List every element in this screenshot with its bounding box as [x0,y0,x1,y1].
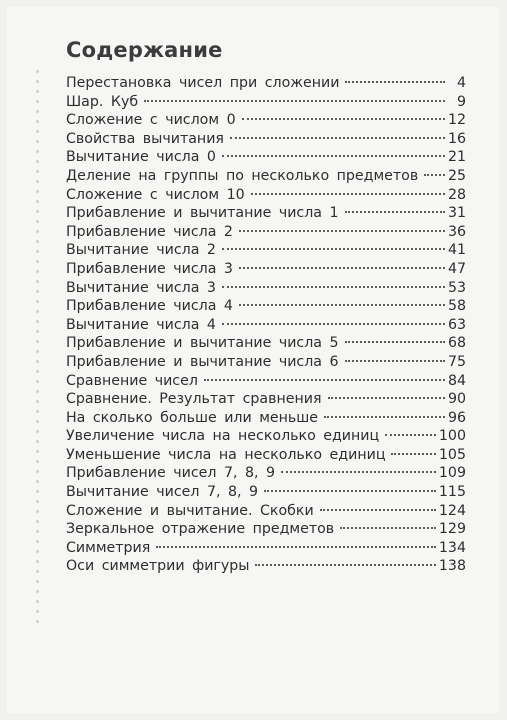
toc-entry-page: 115 [438,484,466,501]
binding-dot [36,70,39,73]
toc-entry-title: Шар. Куб [66,93,139,110]
toc-entry-title: Оси симметрии фигуры [66,558,250,575]
toc-entry-page: 138 [438,558,466,575]
toc-entry-title: Сравнение. Результат сравнения [66,391,322,408]
binding-dot [36,520,39,523]
toc-entry [66,297,466,316]
binding-dot [36,290,39,293]
toc-entry-title: Вычитание числа 4 [66,316,216,333]
binding-dot [36,410,39,413]
binding-dot [36,90,39,93]
toc-entry-title: На сколько больше или меньше [66,409,318,426]
binding-dot [36,110,39,113]
toc-entry-title: Уменьшение числа на несколько единиц [66,446,386,463]
toc-entry-page: 63 [447,316,466,333]
toc-entry [66,502,466,521]
dot-leader [345,341,445,343]
binding-dot [36,390,39,393]
binding-dot [36,210,39,213]
dot-leader [255,564,435,566]
binding-dot [36,310,39,313]
binding-dot [36,610,39,613]
toc-entry-title: Сложение с числом 0 [66,112,236,129]
binding-dot [36,80,39,83]
toc-entry [66,334,466,353]
toc-entry [66,409,466,428]
toc-entry-page: 134 [438,539,466,556]
binding-dot [36,620,39,623]
toc-entry-title: Симметрия [66,539,151,556]
toc-entry [66,446,466,465]
binding-dot [36,530,39,533]
toc-entry-title: Вычитание числа 3 [66,279,216,296]
toc-entry-page: 53 [447,279,466,296]
toc-entry-page: 96 [447,409,466,426]
dot-leader [239,230,445,232]
toc-entry-page: 28 [447,186,466,203]
binding-dot [36,600,39,603]
toc-entry [66,148,466,167]
toc-entry-page: 105 [438,446,466,463]
dot-leader [239,267,445,269]
binding-dot [36,150,39,153]
toc-entry-page: 12 [447,112,466,129]
toc-entry-page: 90 [447,391,466,408]
toc-entry-title: Сложение с числом 10 [66,186,245,203]
toc-entry [66,279,466,298]
toc-entry [66,372,466,391]
binding-dot [36,450,39,453]
binding-dot [36,250,39,253]
binding-dot [36,230,39,233]
toc-entry [66,483,466,502]
toc-entry [66,353,466,372]
toc-entry [66,241,466,260]
dot-leader [204,379,445,381]
toc-entry-title: Прибавление числа 2 [66,223,233,240]
toc-entry-page: 41 [447,242,466,259]
binding-dot [36,240,39,243]
toc-entry-title: Деление на группы по несколько предметов [66,167,419,184]
binding-dot [36,550,39,553]
toc-entry-page: 109 [438,465,466,482]
binding-dot [36,370,39,373]
binding-dot [36,260,39,263]
toc-entry [66,167,466,186]
dot-leader [242,118,445,120]
binding-dot [36,170,39,173]
toc-entry-title: Прибавление чисел 7, 8, 9 [66,465,276,482]
binding-dot [36,470,39,473]
toc-entry-title: Вычитание числа 2 [66,242,216,259]
binding-dot [36,360,39,363]
toc-entry-title: Вычитание чисел 7, 8, 9 [66,484,259,501]
toc-entry-title: Прибавление и вычитание числа 1 [66,205,339,222]
toc-entry-page: 124 [438,502,466,519]
binding-dot [36,420,39,423]
binding-dot [36,330,39,333]
toc-entry [66,204,466,223]
toc-entry [66,223,466,242]
dot-leader [281,471,436,473]
binding-dots [34,70,40,690]
toc-entry-title: Прибавление и вычитание числа 5 [66,335,339,352]
binding-dot [36,220,39,223]
table-of-contents [66,74,466,576]
dot-leader [345,211,445,213]
binding-dot [36,130,39,133]
dot-leader [156,546,436,548]
binding-dot [36,480,39,483]
toc-entry [66,316,466,335]
toc-entry-title: Вычитание числа 0 [66,149,216,166]
toc-entry [66,130,466,149]
toc-entry-title: Прибавление числа 3 [66,260,233,277]
toc-entry [66,520,466,539]
toc-entry-page: 58 [447,298,466,315]
binding-dot [36,590,39,593]
binding-dot [36,460,39,463]
binding-dot [36,160,39,163]
binding-dot [36,500,39,503]
binding-dot [36,580,39,583]
dot-leader [264,490,436,492]
toc-entry-page: 25 [447,167,466,184]
binding-dot [36,380,39,383]
toc-entry [66,427,466,446]
toc-entry-title: Сложение и вычитание. Скобки [66,502,314,519]
binding-dot [36,100,39,103]
binding-dot [36,540,39,543]
dot-leader [222,248,445,250]
toc-entry-page: 100 [438,428,466,445]
toc-entry [66,557,466,576]
dot-leader [424,174,445,176]
binding-dot [36,510,39,513]
dot-leader [251,193,445,195]
binding-dot [36,400,39,403]
dot-leader [391,453,435,455]
toc-entry [66,464,466,483]
dot-leader [340,527,436,529]
toc-entry [66,390,466,409]
toc-entry-page: 36 [447,223,466,240]
dot-leader [328,397,445,399]
binding-dot [36,140,39,143]
toc-entry [66,539,466,558]
dot-leader [320,509,436,511]
binding-dot [36,340,39,343]
toc-entry-page: 4 [456,75,466,91]
toc-entry-title: Увеличение числа на несколько единиц [66,428,380,445]
binding-dot [36,350,39,353]
page-title: Содержание [66,38,223,62]
toc-entry-title: Перестановка чисел при сложении [66,75,340,91]
binding-dot [36,560,39,563]
dot-leader [144,100,445,102]
binding-dot [36,280,39,283]
toc-entry-title: Зеркальное отражение предметов [66,521,335,538]
toc-entry [66,260,466,279]
binding-dot [36,180,39,183]
toc-entry-page: 47 [447,260,466,277]
dot-leader [222,155,445,157]
toc-entry-page: 129 [438,521,466,538]
dot-leader [239,304,445,306]
toc-entry-page: 84 [447,372,466,389]
binding-dot [36,320,39,323]
dot-leader [222,286,445,288]
dot-leader [222,323,445,325]
toc-entry-title: Сравнение чисел [66,372,198,389]
toc-entry-page: 16 [447,130,466,147]
binding-dot [36,270,39,273]
binding-dot [36,430,39,433]
binding-dot [36,200,39,203]
toc-entry-page: 21 [447,149,466,166]
binding-dot [36,120,39,123]
toc-entry-page: 75 [447,353,466,370]
toc-entry [66,74,466,93]
dot-leader [345,81,445,83]
binding-dot [36,490,39,493]
toc-entry-page: 31 [447,205,466,222]
toc-entry-title: Прибавление и вычитание числа 6 [66,353,339,370]
binding-dot [36,570,39,573]
toc-entry [66,111,466,130]
toc-entry-title: Прибавление числа 4 [66,298,233,315]
binding-dot [36,440,39,443]
dot-leader [230,137,445,139]
dot-leader [324,416,445,418]
dot-leader [345,360,445,362]
toc-entry-page: 68 [447,335,466,352]
toc-entry-title: Свойства вычитания [66,130,224,147]
dot-leader [385,434,436,436]
toc-entry [66,93,466,112]
binding-dot [36,300,39,303]
binding-dot [36,190,39,193]
toc-entry-page: 9 [456,93,466,110]
toc-entry [66,186,466,205]
